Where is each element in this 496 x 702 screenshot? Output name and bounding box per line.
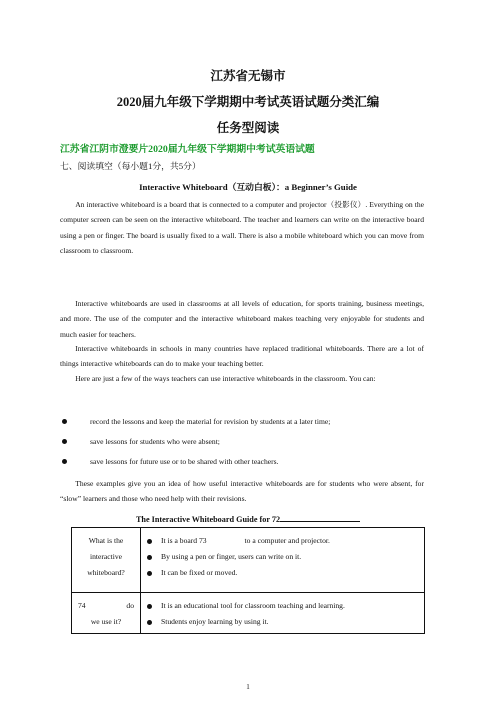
source-exam-title: 江苏省江阴市澄要片2020届九年级下学期期中考试英语试题 <box>60 144 315 155</box>
article-paragraph-5: These examples give you an idea of how useful interactive whiteboards are for students who were absent, for “slow” learners and those who need help with their revisions. <box>60 479 424 504</box>
question-line: What is the <box>88 536 124 545</box>
guide-table <box>71 527 425 634</box>
list-item-text: It can be fixed or moved. <box>161 568 238 577</box>
header-collection-title: 2020届九年级下学期期中考试英语试题分类汇编 <box>116 95 380 109</box>
bullet-icon <box>62 419 67 424</box>
section-instruction: 七、阅读填空（每小题1分，共5分） <box>60 161 201 171</box>
table-title-text: The Interactive Whiteboard Guide for 72 <box>135 515 281 524</box>
article-title: Interactive Whiteboard（互动白板）：a Beginner’s Guide <box>139 182 357 192</box>
list-item <box>147 614 424 630</box>
bullet-icon <box>62 439 67 444</box>
question-line <box>72 598 140 614</box>
list-item-text: Students enjoy learning by using it. <box>161 617 269 626</box>
page-number: 1 <box>246 683 250 691</box>
list-item <box>147 565 424 581</box>
table-question-cell <box>72 528 141 593</box>
list-item-text: record the lessons and keep the material for revision by students at a later time; <box>90 417 331 426</box>
table-title <box>0 512 496 524</box>
list-item-text: save lessons for students who were absent; <box>90 437 220 446</box>
bullet-icon <box>147 604 152 609</box>
list-item-text: It is an educational tool for classroom teaching and learning. <box>161 601 345 610</box>
bullet-icon <box>147 620 152 625</box>
bullet-icon <box>62 459 67 464</box>
list-item <box>147 549 424 565</box>
question-line: we use it? <box>90 617 122 626</box>
article-bullet-list <box>60 412 430 472</box>
list-item <box>60 432 430 452</box>
list-item <box>147 598 424 614</box>
list-item-text: save lessons for future use or to be shared with other teachers. <box>90 457 279 466</box>
table-answer-cell <box>141 528 425 593</box>
table-question-cell <box>72 593 141 634</box>
list-item <box>60 412 430 432</box>
question-word: do <box>126 601 134 610</box>
bullet-icon <box>147 539 152 544</box>
list-item-text: By using a pen or finger, users can write on it. <box>161 552 302 561</box>
list-item-text: It is a board 73 to a computer and projector. <box>161 536 330 545</box>
bullet-icon <box>147 555 152 560</box>
header-province: 江苏省无锡市 <box>210 69 286 83</box>
question-line: interactive <box>89 552 123 561</box>
question-number: 74 <box>78 601 86 610</box>
table-answer-cell <box>141 593 425 634</box>
article-paragraph-3: Interactive whiteboards in schools in many countries have replaced traditional whiteboards. There are a lot of things interactive whiteboards can do to make your teaching better. <box>60 344 424 369</box>
article-paragraph-2: Interactive whiteboards are used in classrooms at all levels of education, for sports training, business meetings, and more. The use of the computer and the interactive whiteboard makes teaching very enjoyable for students and much easier for teachers. <box>60 299 424 339</box>
article-paragraph-1: An interactive whiteboard is a board that is connected to a computer and projector（投影仪）. Everything on the computer screen can be seen on the interactive whiteboard. The teacher and learners can write on the interactive board using a pen or finger. The board is usually fixed to a wall. There is also a mobile whiteboard which you can move from classroom to classroom. <box>60 200 424 255</box>
question-line: whiteboard? <box>87 568 125 577</box>
table-row <box>72 528 425 593</box>
article-paragraph-4: Here are just a few of the ways teachers can use interactive whiteboards in the classroom. You can: <box>75 374 376 383</box>
answer-blank-72 <box>280 512 360 522</box>
table-row <box>72 593 425 634</box>
bullet-icon <box>147 571 152 576</box>
list-item <box>60 452 430 472</box>
list-item <box>147 533 424 549</box>
header-section-title: 任务型阅读 <box>216 121 280 135</box>
